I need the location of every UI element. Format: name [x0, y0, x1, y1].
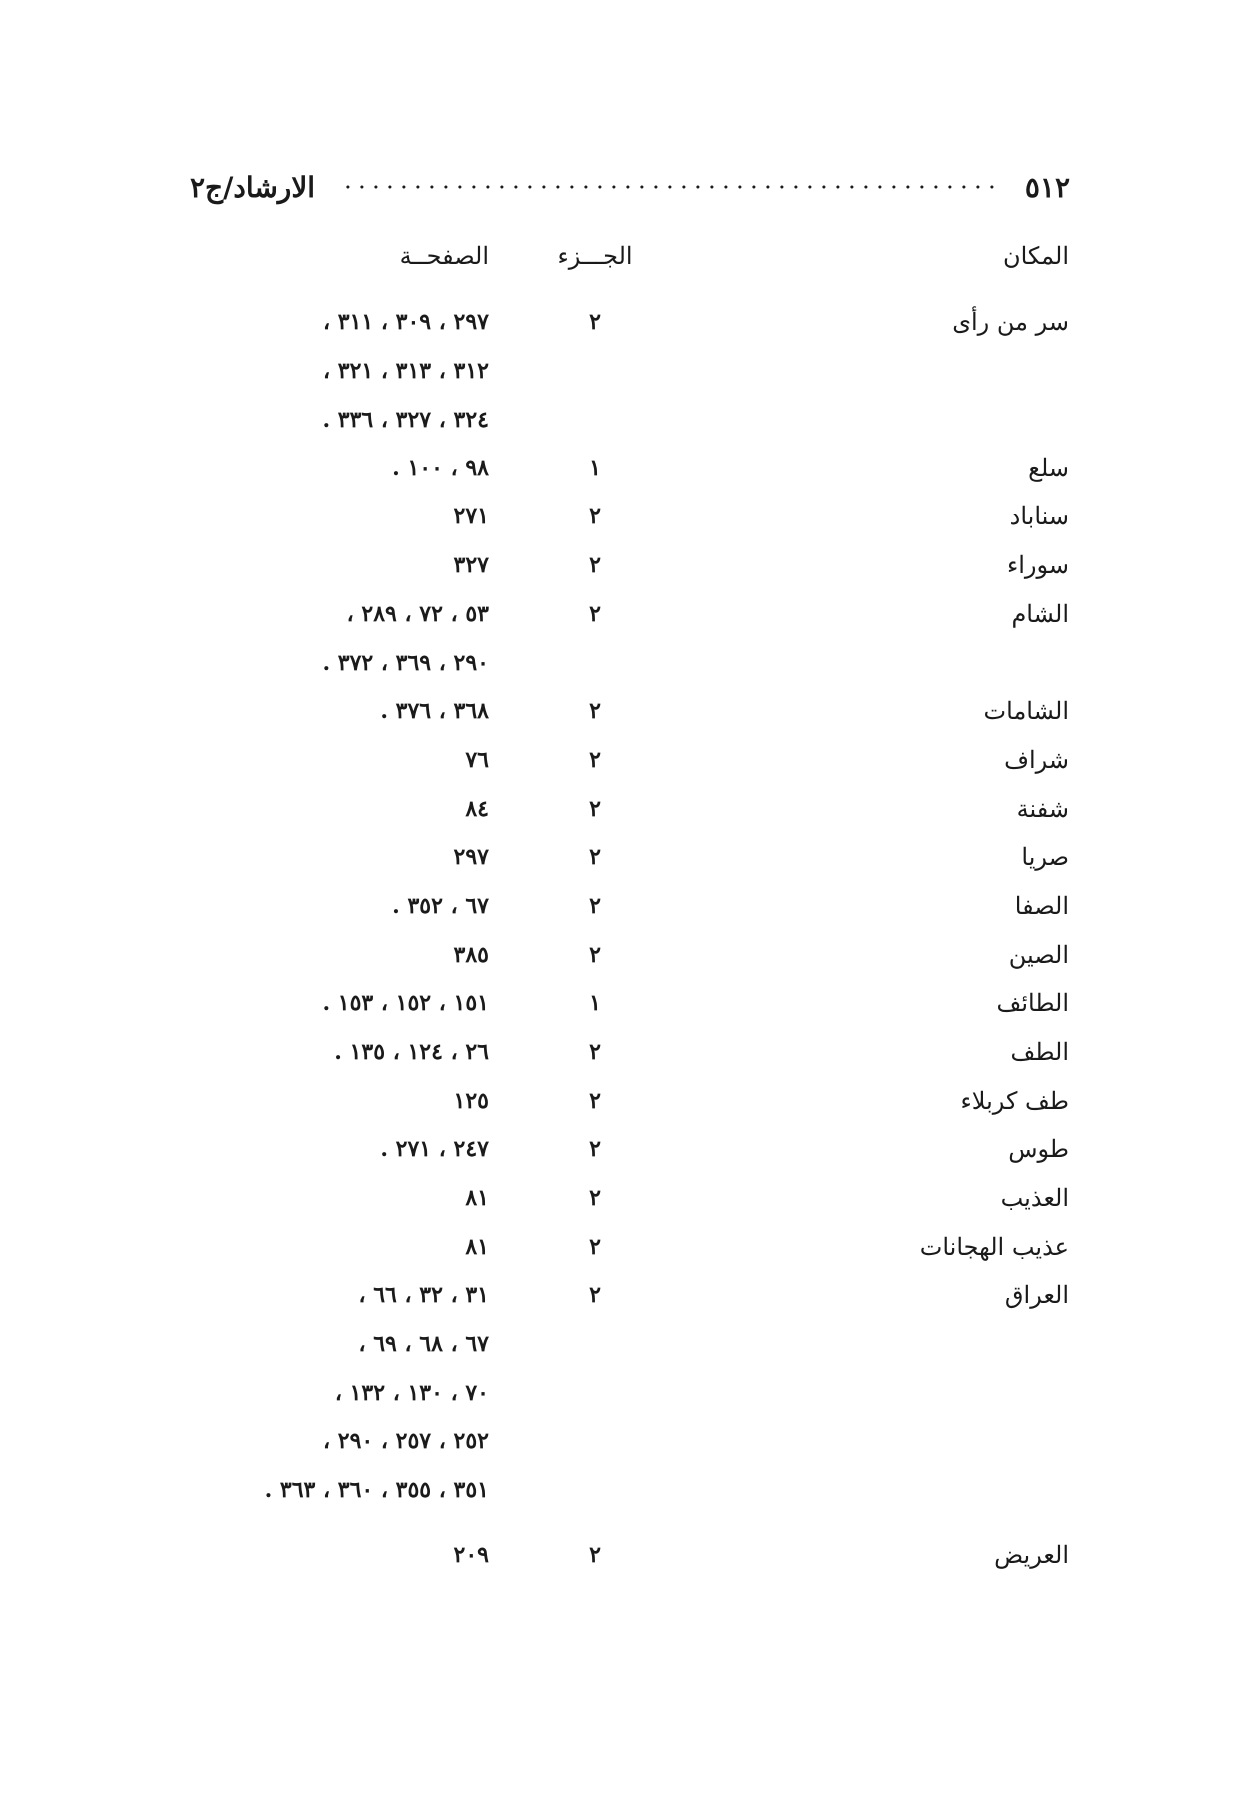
place-name: الصين [1008, 941, 1069, 969]
volume-number: ٢ [589, 1234, 601, 1260]
index-row [0, 496, 1249, 536]
volume-number: ٢ [589, 747, 601, 773]
volume-number: ٢ [589, 796, 601, 822]
page-references: ٨١ [465, 1185, 489, 1211]
page-references: ٢٧١ [453, 503, 489, 529]
index-row [0, 1535, 1249, 1575]
volume-number: ٢ [589, 309, 601, 335]
page-references: ٣٨٥ [453, 942, 489, 968]
place-name: طوس [1008, 1135, 1069, 1163]
page-number: ٥١٢ [1024, 170, 1070, 204]
page-references: ٢٠٩ [453, 1542, 489, 1568]
column-header-pages: الصفحــة [399, 242, 489, 270]
page-references: ٦٧ ، ٣٥٢ . [392, 893, 489, 919]
place-name: شراف [1004, 746, 1069, 774]
index-row [0, 886, 1249, 926]
index-row [0, 691, 1249, 731]
index-row [0, 740, 1249, 780]
volume-number: ٢ [589, 601, 601, 627]
volume-number: ٢ [589, 942, 601, 968]
index-row [0, 594, 1249, 634]
page-references: ٣٥١ ، ٣٥٥ ، ٣٦٠ ، ٣٦٣ . [264, 1477, 489, 1503]
index-row [0, 1032, 1249, 1072]
volume-number: ٢ [589, 698, 601, 724]
page-references: ٣١٢ ، ٣١٣ ، ٣٢١ ، [323, 358, 489, 384]
volume-number: ٢ [589, 1282, 601, 1308]
place-name: العراق [1004, 1281, 1069, 1309]
volume-number: ٢ [589, 1088, 601, 1114]
index-row [0, 351, 1249, 391]
page-references: ٢٩٧ [453, 844, 489, 870]
place-name: الطائف [996, 989, 1069, 1017]
index-row [0, 643, 1249, 683]
index-row [0, 448, 1249, 488]
volume-number: ٢ [589, 552, 601, 578]
page-references: ٩٨ ، ١٠٠ . [392, 455, 489, 481]
index-row [0, 935, 1249, 975]
page-references: ٢٩٠ ، ٣٦٩ ، ٣٧٢ . [322, 650, 489, 676]
volume-number: ٢ [589, 1039, 601, 1065]
column-header-place: المكان [1002, 242, 1069, 270]
place-name: العذيب [1000, 1184, 1069, 1212]
volume-number: ٢ [589, 844, 601, 870]
book-title: الارشاد/ج٢ [190, 170, 316, 204]
page-references: ٧٦ [465, 747, 489, 773]
index-row [0, 1421, 1249, 1461]
index-row [0, 302, 1249, 342]
page-references: ٣٦٨ ، ٣٧٦ . [380, 698, 489, 724]
page-references: ٨٤ [465, 796, 489, 822]
page-references: ٣٢٤ ، ٣٢٧ ، ٣٣٦ . [322, 407, 489, 433]
page-references: ٢٦ ، ١٢٤ ، ١٣٥ . [334, 1039, 489, 1065]
place-name: الشام [1011, 600, 1069, 628]
volume-number: ١ [589, 990, 601, 1016]
index-row [0, 1129, 1249, 1169]
volume-number: ٢ [589, 1185, 601, 1211]
page-references: ٥٣ ، ٧٢ ، ٢٨٩ ، [346, 601, 489, 627]
index-row [0, 1373, 1249, 1413]
index-row [0, 1470, 1249, 1510]
page-references: ٣١ ، ٣٢ ، ٦٦ ، [358, 1282, 489, 1308]
page-references: ١٥١ ، ١٥٢ ، ١٥٣ . [322, 990, 489, 1016]
volume-number: ٢ [589, 503, 601, 529]
page-references: ٢٩٧ ، ٣٠٩ ، ٣١١ ، [323, 309, 489, 335]
index-row [0, 1178, 1249, 1218]
place-name: سر من رأى [952, 308, 1069, 336]
place-name: صريا [1021, 843, 1069, 871]
index-row [0, 1081, 1249, 1121]
page-references: ٧٠ ، ١٣٠ ، ١٣٢ ، [334, 1380, 489, 1406]
place-name: سلع [1028, 454, 1069, 482]
page-references: ٦٧ ، ٦٨ ، ٦٩ ، [358, 1331, 489, 1357]
index-row [0, 545, 1249, 585]
index-row [0, 1324, 1249, 1364]
page-references: ٢٥٢ ، ٢٥٧ ، ٢٩٠ ، [323, 1428, 489, 1454]
index-row [0, 1275, 1249, 1315]
page-references: ١٢٥ [453, 1088, 489, 1114]
index-row [0, 983, 1249, 1023]
index-row [0, 789, 1249, 829]
volume-number: ٢ [589, 1542, 601, 1568]
page-references: ٢٤٧ ، ٢٧١ . [380, 1136, 489, 1162]
volume-number: ١ [589, 455, 601, 481]
index-row [0, 1227, 1249, 1267]
page-references: ٣٢٧ [453, 552, 489, 578]
place-name: العريض [994, 1541, 1069, 1569]
place-name: شفنة [1016, 795, 1069, 823]
place-name: الصفا [1014, 892, 1069, 920]
place-name: عذيب الهجانات [919, 1233, 1069, 1261]
index-row [0, 400, 1249, 440]
column-header-volume: الجـــزء [557, 242, 633, 270]
place-name: سوراء [1006, 551, 1069, 579]
place-name: الطف [1010, 1038, 1069, 1066]
place-name: طف كربلاء [960, 1087, 1069, 1115]
volume-number: ٢ [589, 893, 601, 919]
place-name: سناباد [1009, 502, 1069, 530]
index-row [0, 837, 1249, 877]
place-name: الشامات [983, 697, 1069, 725]
volume-number: ٢ [589, 1136, 601, 1162]
page-references: ٨١ [465, 1234, 489, 1260]
